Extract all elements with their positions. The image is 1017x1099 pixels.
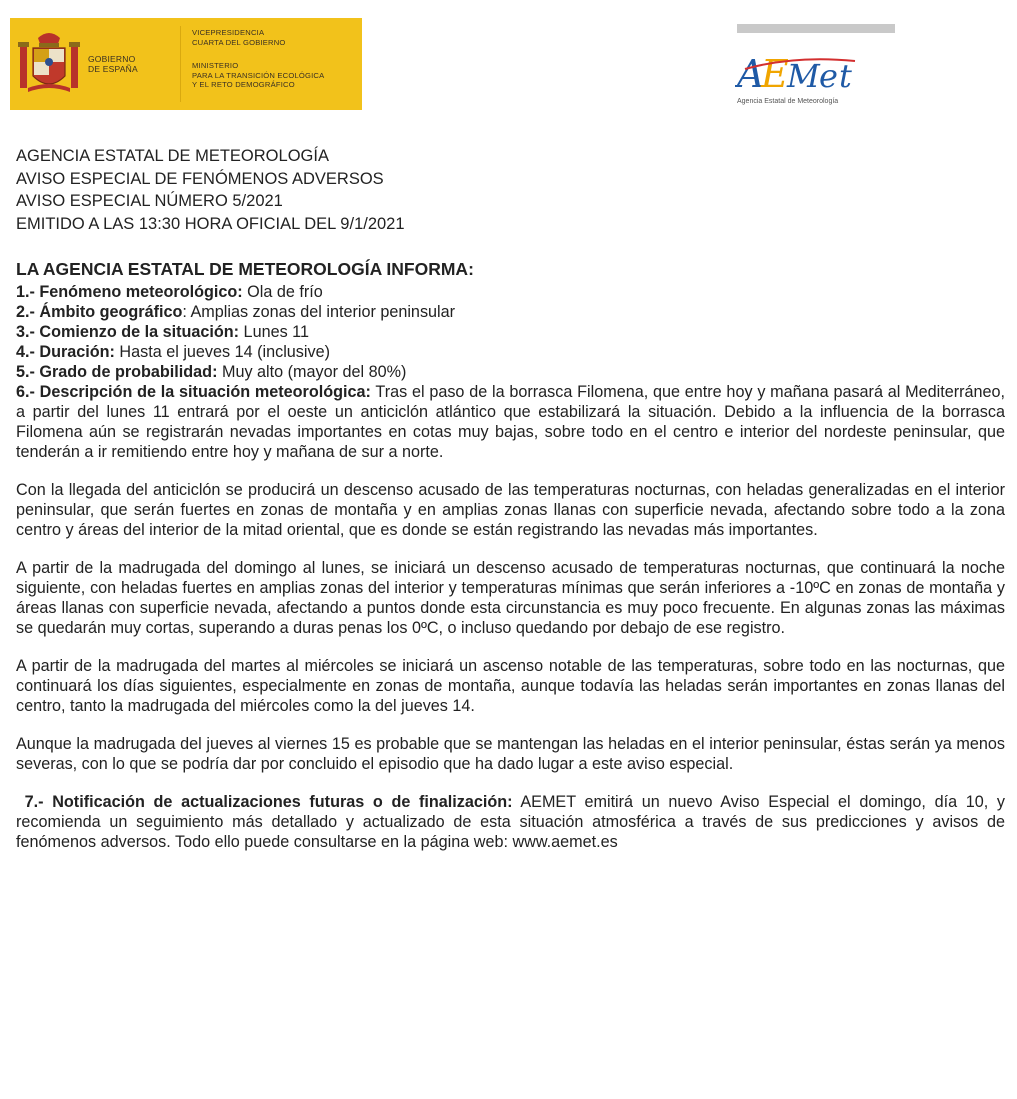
item-7-notification: 7.- Notificación de actualizaciones futuras o de finalización: AEMET emitirá un nuevo Aviso Especial el domingo, día 10, y recomienda un seguimiento más detallado y actualizado de esta situación atmosférica a través de sus predicciones y avisos de fenómenos adversos. Todo ello puede consultarse en la página web: www.aemet.es: [16, 793, 1005, 851]
svg-text:A: A: [737, 52, 765, 96]
paragraph-anticyclone: Con la llegada del anticiclón se producirá un descenso acusado de las temperaturas nocturnas, con heladas generalizadas en el interior peninsular, que serán fuertes en zonas de montaña y en amplias zonas llanas con superficie nevada, afectando sobre todo a la zona centro y áreas del interior de la mitad oriental, que es donde se están registrando las nevadas más importantes.: [16, 481, 1005, 539]
item-4: 4.- Duración: Hasta el jueves 14 (inclusive): [16, 343, 330, 361]
logo-top-bar: [737, 24, 895, 33]
government-banner: [10, 18, 362, 110]
item-2: 2.- Ámbito geográfico: Amplias zonas del interior peninsular: [16, 303, 456, 321]
aemet-subtitle: Agencia Estatal de Meteorología: [737, 98, 839, 105]
item-1: 1.- Fenómeno meteorológico: Ola de frío: [16, 283, 323, 301]
header-line-3: AVISO ESPECIAL NÚMERO 5/2021: [16, 192, 283, 210]
coat-of-arms-icon: [18, 30, 80, 98]
paragraph-tuesday-wednesday: A partir de la madrugada del martes al miércoles se iniciará un ascenso notable de las temperaturas, sobre todo en las nocturnas, que continuará los días siguientes, especialmente en zonas de montaña, aunque todavía las heladas serán importantes en zonas llanas del centro, tanto la madrugada del miércoles como la del jueves 14.: [16, 657, 1005, 715]
notice-header: [16, 145, 405, 235]
header-line-2: AVISO ESPECIAL DE FENÓMENOS ADVERSOS: [16, 169, 384, 188]
svg-text:M: M: [787, 57, 820, 95]
header-line-1: AGENCIA ESTATAL DE METEOROLOGÍA: [16, 147, 329, 165]
svg-text:e: e: [819, 57, 838, 95]
header-line-4: EMITIDO A LAS 13:30 HORA OFICIAL DEL 9/1/2021: [16, 214, 405, 233]
gobierno-espana-label: GOBIERNO DE ESPAÑA: [88, 54, 138, 74]
item-3: 3.- Comienzo de la situación: Lunes 11: [16, 323, 309, 341]
notice-body: [16, 258, 1005, 852]
informa-title: LA AGENCIA ESTATAL DE METEOROLOGÍA INFORMA:: [16, 259, 474, 279]
svg-text:E: E: [761, 52, 789, 96]
banner-divider: [180, 26, 181, 102]
item-5: 5.- Grado de probabilidad: Muy alto (mayor del 80%): [16, 363, 407, 381]
item-6-description: 6.- Descripción de la situación meteorológica: Tras el paso de la borrasca Filomena, que entre hoy y mañana pasará al Mediterráneo, a partir del lunes 11 entrará por el oeste un anticiclón atlántico que estabilizará la situación. Debido a la influencia de la borrasca Filomena aún se registrarán nevadas importantes en cotas muy bajas, sobre todo en el centro e interior del nordeste peninsular, que tenderán a ir remitiendo entre hoy y mañana de sur a norte.: [16, 383, 1005, 461]
paragraph-thursday-friday: Aunque la madrugada del jueves al viernes 15 es probable que se mantengan las heladas en el interior peninsular, éstas serán ya menos severas, con lo que se podría dar por concluido el episodio que ha dado lugar a este aviso especial.: [16, 735, 1005, 773]
ministry-label: VICEPRESIDENCIA CUARTA DEL GOBIERNO MINISTERIO PARA LA TRANSICIÓN ECOLÓGICA Y EL RETO DEMOGRÁFICO: [192, 28, 325, 89]
svg-text:t: t: [839, 57, 852, 95]
paragraph-sunday-monday: A partir de la madrugada del domingo al lunes, se iniciará un descenso acusado de temperaturas nocturnas, que continuará la noche siguiente, con heladas fuertes en amplias zonas del interior y temperaturas mínimas que serán inferiores a -10ºC en zonas de montaña y áreas llanas con superficie nevada, afectando a puntos donde esta circunstancia es muy poco frecuente. En algunas zonas las máximas se quedarán muy cortas, superando a duras penas los 0ºC, o incluso quedando por debajo de ese registro.: [16, 559, 1005, 637]
